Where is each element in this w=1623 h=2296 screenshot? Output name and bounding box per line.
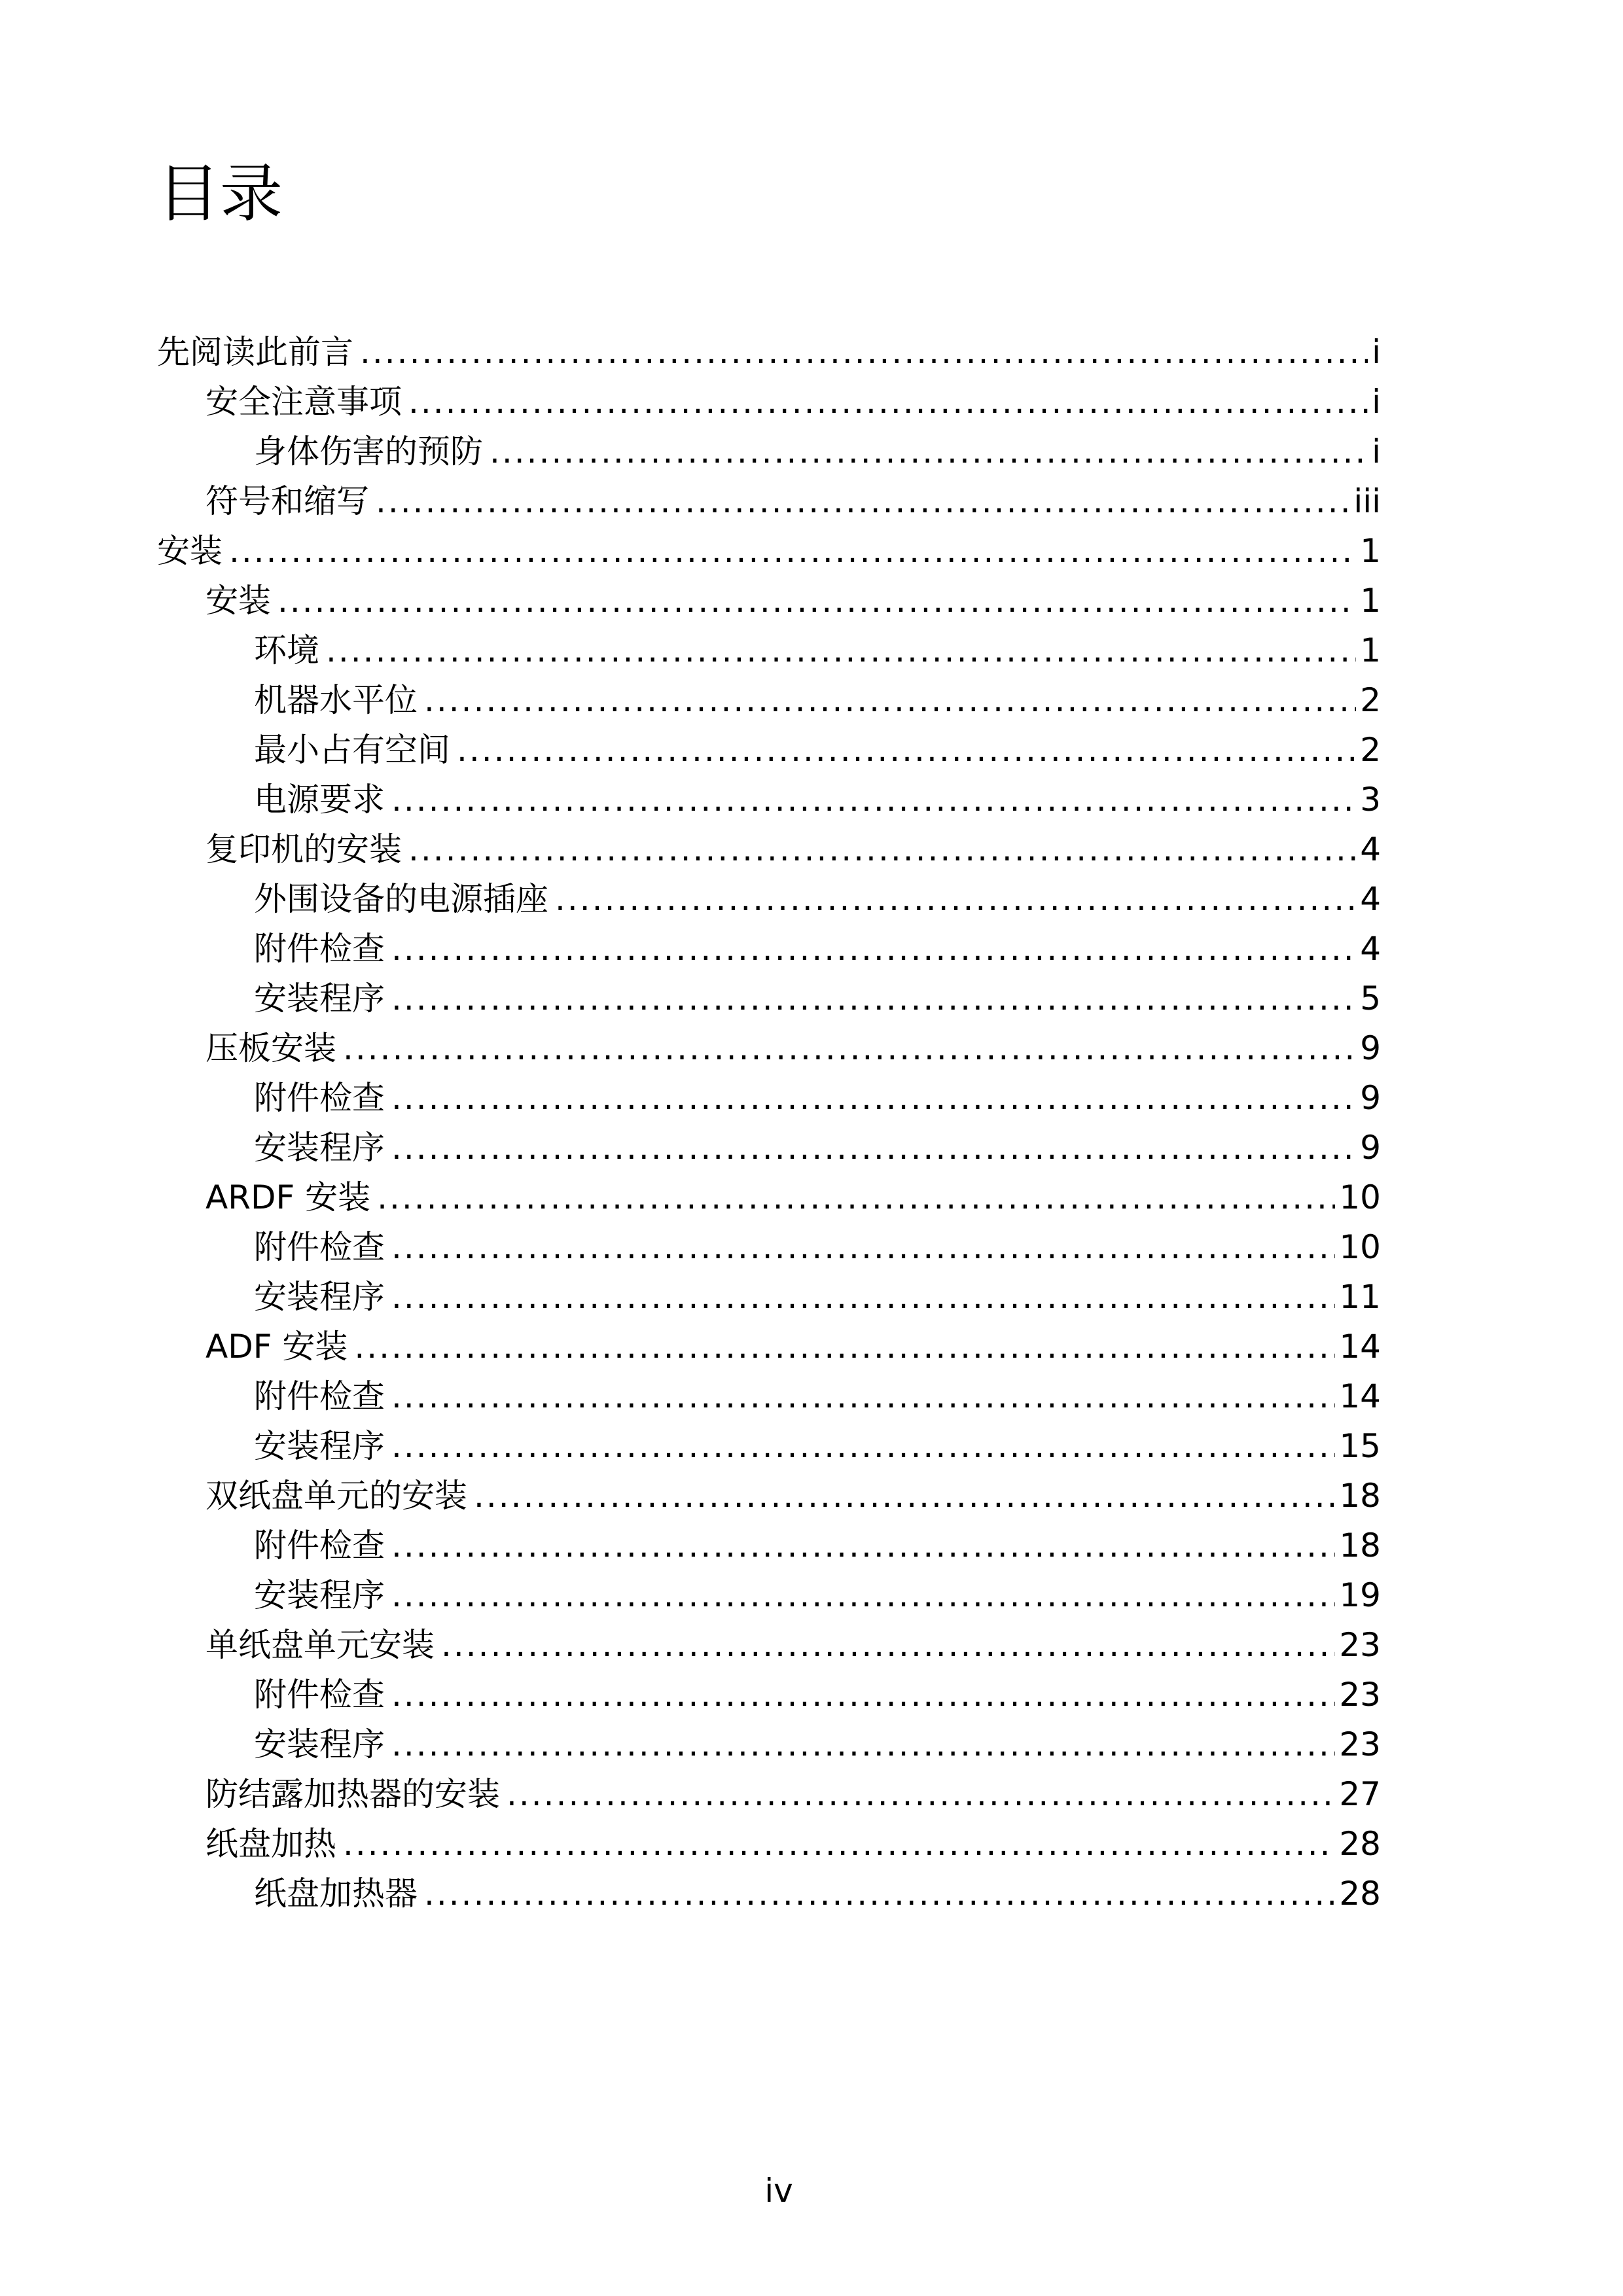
toc-entry[interactable] xyxy=(157,1471,1381,1521)
toc-entry-label: 附件检查 xyxy=(254,1377,385,1415)
toc-entry-label: 复印机的安装 xyxy=(205,830,402,868)
toc-leader-dots xyxy=(376,476,1349,526)
toc-entry[interactable] xyxy=(157,874,1381,924)
page-number: iv xyxy=(764,2172,793,2210)
toc-entry[interactable] xyxy=(157,1173,1381,1222)
toc-entry-page: 9 xyxy=(1360,1029,1381,1067)
toc-entry[interactable] xyxy=(157,1819,1381,1869)
toc-entry-label: 符号和缩写 xyxy=(205,482,369,520)
table-of-contents xyxy=(157,327,1381,1918)
toc-entry-label: 防结露加热器的安装 xyxy=(205,1775,500,1813)
toc-entry-label: 安装程序 xyxy=(254,1427,385,1465)
toc-entry-label: 电源要求 xyxy=(254,781,385,819)
toc-entry-page: 28 xyxy=(1339,1875,1381,1913)
toc-entry[interactable] xyxy=(157,924,1381,974)
toc-entry-label: 最小占有空间 xyxy=(254,731,450,769)
toc-leader-dots xyxy=(457,725,1356,775)
toc-entry-page: 18 xyxy=(1339,1527,1381,1564)
toc-leader-dots xyxy=(326,626,1356,675)
toc-entry-label: 机器水平位 xyxy=(254,681,418,719)
toc-entry[interactable] xyxy=(157,327,1381,377)
toc-entry-page: 10 xyxy=(1339,1178,1381,1216)
toc-leader-dots xyxy=(441,1620,1335,1670)
toc-leader-dots xyxy=(343,1819,1335,1869)
toc-entry-label: 安装程序 xyxy=(254,1576,385,1614)
toc-entry[interactable] xyxy=(157,1769,1381,1819)
toc-entry[interactable] xyxy=(157,1322,1381,1371)
toc-entry-page: 23 xyxy=(1339,1676,1381,1714)
toc-leader-dots xyxy=(377,1173,1335,1222)
toc-entry-label: 环境 xyxy=(254,631,319,669)
toc-leader-dots xyxy=(408,377,1368,427)
toc-entry[interactable] xyxy=(157,526,1381,576)
toc-entry-label: ARDF 安装 xyxy=(205,1178,371,1216)
toc-entry-label: 单纸盘单元安装 xyxy=(205,1626,435,1664)
toc-entry-label: 附件检查 xyxy=(254,930,385,968)
toc-leader-dots xyxy=(360,327,1368,377)
toc-entry-label: 附件检查 xyxy=(254,1228,385,1266)
toc-entry[interactable] xyxy=(157,824,1381,874)
toc-entry-page: 1 xyxy=(1360,631,1381,669)
toc-entry[interactable] xyxy=(157,576,1381,626)
toc-entry-label: 纸盘加热器 xyxy=(254,1875,418,1913)
toc-entry-page: i xyxy=(1372,383,1381,421)
toc-leader-dots xyxy=(391,775,1356,824)
toc-entry[interactable] xyxy=(157,626,1381,675)
toc-entry-page: i xyxy=(1372,433,1381,470)
toc-entry-label: 附件检查 xyxy=(254,1079,385,1117)
toc-entry-page: 1 xyxy=(1360,532,1381,570)
toc-entry-label: 安全注意事项 xyxy=(205,383,402,421)
toc-entry-page: 9 xyxy=(1360,1129,1381,1167)
toc-entry[interactable] xyxy=(157,1272,1381,1322)
toc-entry-page: 14 xyxy=(1339,1328,1381,1366)
toc-entry-page: 2 xyxy=(1360,681,1381,719)
toc-entry[interactable] xyxy=(157,427,1381,476)
toc-entry-label: 双纸盘单元的安装 xyxy=(205,1477,467,1515)
toc-entry-label: 安装 xyxy=(157,532,223,570)
toc-entry-label: 安装程序 xyxy=(254,980,385,1017)
toc-entry-page: 2 xyxy=(1360,731,1381,769)
toc-entry-page: 4 xyxy=(1360,880,1381,918)
toc-entry[interactable] xyxy=(157,1421,1381,1471)
toc-entry-page: 11 xyxy=(1339,1278,1381,1316)
toc-leader-dots xyxy=(391,1670,1335,1720)
toc-entry-page: i xyxy=(1372,333,1381,371)
toc-entry-label: 压板安装 xyxy=(205,1029,336,1067)
toc-entry[interactable] xyxy=(157,974,1381,1023)
toc-leader-dots xyxy=(391,974,1356,1023)
toc-entry-page: 4 xyxy=(1360,830,1381,868)
toc-entry[interactable] xyxy=(157,1570,1381,1620)
toc-leader-dots xyxy=(391,1720,1335,1769)
toc-entry-label: 安装程序 xyxy=(254,1725,385,1763)
toc-entry[interactable] xyxy=(157,1222,1381,1272)
toc-entry[interactable] xyxy=(157,1720,1381,1769)
toc-entry-label: 外围设备的电源插座 xyxy=(254,880,548,918)
toc-leader-dots xyxy=(424,1869,1335,1918)
toc-entry-page: 19 xyxy=(1339,1576,1381,1614)
toc-entry[interactable] xyxy=(157,1371,1381,1421)
toc-leader-dots xyxy=(277,576,1356,626)
toc-leader-dots xyxy=(424,675,1356,725)
toc-entry-page: 14 xyxy=(1339,1377,1381,1415)
toc-entry-page: 23 xyxy=(1339,1626,1381,1664)
toc-leader-dots xyxy=(391,1073,1356,1123)
toc-leader-dots xyxy=(507,1769,1335,1819)
toc-entry-page: 10 xyxy=(1339,1228,1381,1266)
toc-entry-page: 27 xyxy=(1339,1775,1381,1813)
toc-entry-page: iii xyxy=(1353,482,1381,520)
toc-entry-label: 身体伤害的预防 xyxy=(254,433,483,470)
toc-entry[interactable] xyxy=(157,775,1381,824)
toc-leader-dots xyxy=(229,526,1356,576)
toc-entry[interactable] xyxy=(157,1023,1381,1073)
toc-leader-dots xyxy=(555,874,1356,924)
toc-entry[interactable] xyxy=(157,1073,1381,1123)
toc-entry[interactable] xyxy=(157,675,1381,725)
toc-entry-page: 18 xyxy=(1339,1477,1381,1515)
toc-leader-dots xyxy=(391,1521,1335,1570)
toc-leader-dots xyxy=(391,1272,1335,1322)
toc-entry[interactable] xyxy=(157,1670,1381,1720)
toc-leader-dots xyxy=(391,1371,1335,1421)
toc-entry-label: 先阅读此前言 xyxy=(157,333,353,371)
toc-entry[interactable] xyxy=(157,1620,1381,1670)
toc-entry-label: 安装 xyxy=(205,582,271,620)
toc-entry-page: 1 xyxy=(1360,582,1381,620)
toc-leader-dots xyxy=(408,824,1356,874)
toc-leader-dots xyxy=(391,924,1356,974)
toc-entry-label: 附件检查 xyxy=(254,1676,385,1714)
toc-entry-label: ADF 安装 xyxy=(205,1328,348,1366)
page-title: 目录 xyxy=(157,157,283,230)
toc-leader-dots xyxy=(343,1023,1356,1073)
toc-entry-page: 23 xyxy=(1339,1725,1381,1763)
toc-entry-page: 28 xyxy=(1339,1825,1381,1863)
toc-entry[interactable] xyxy=(157,1123,1381,1173)
toc-entry-page: 3 xyxy=(1360,781,1381,819)
toc-entry-label: 附件检查 xyxy=(254,1527,385,1564)
toc-entry-page: 5 xyxy=(1360,980,1381,1017)
toc-leader-dots xyxy=(391,1570,1335,1620)
toc-entry-page: 15 xyxy=(1339,1427,1381,1465)
toc-leader-dots xyxy=(474,1471,1335,1521)
toc-entry-page: 4 xyxy=(1360,930,1381,968)
toc-entry[interactable] xyxy=(157,725,1381,775)
toc-entry[interactable] xyxy=(157,377,1381,427)
toc-leader-dots xyxy=(391,1421,1335,1471)
toc-leader-dots xyxy=(490,427,1368,476)
toc-entry[interactable] xyxy=(157,1521,1381,1570)
toc-entry-page: 9 xyxy=(1360,1079,1381,1117)
toc-leader-dots xyxy=(391,1222,1335,1272)
toc-leader-dots xyxy=(354,1322,1335,1371)
toc-entry[interactable] xyxy=(157,1869,1381,1918)
toc-entry-label: 安装程序 xyxy=(254,1278,385,1316)
toc-entry-label: 纸盘加热 xyxy=(205,1825,336,1863)
toc-entry-label: 安装程序 xyxy=(254,1129,385,1167)
toc-leader-dots xyxy=(391,1123,1356,1173)
toc-entry[interactable] xyxy=(157,476,1381,526)
